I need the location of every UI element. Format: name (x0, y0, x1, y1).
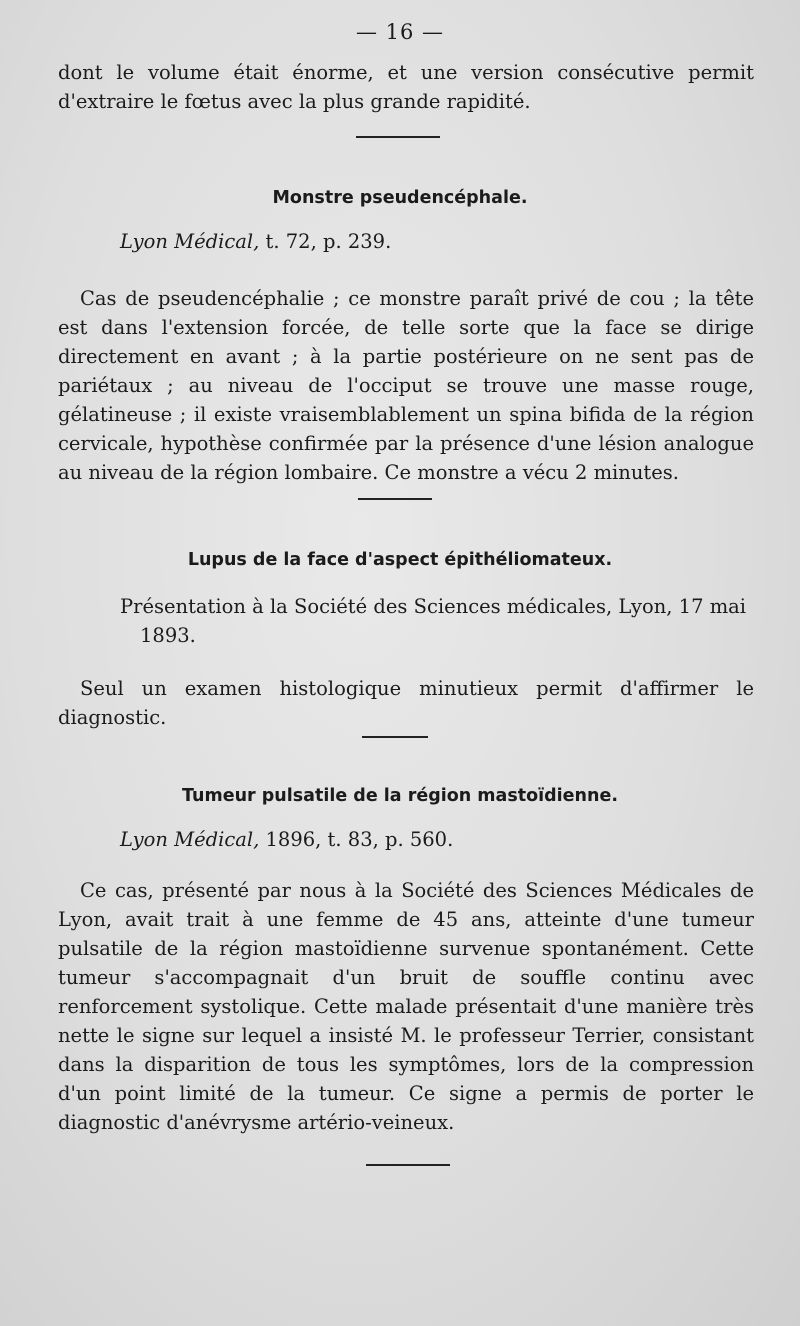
section-citation (120, 828, 453, 851)
section-separator (358, 498, 432, 500)
section-citation (120, 230, 391, 253)
section-separator (362, 736, 428, 738)
section-title-monstre: Monstre pseudencéphale. (272, 188, 528, 208)
citation-ref: 1896, t. 83, p. 560. (259, 828, 454, 851)
section-title-tumeur: Tumeur pulsatile de la région mastoïdienne. (182, 786, 618, 806)
page-number: — 16 — (355, 20, 445, 44)
presentation-note (120, 592, 754, 650)
citation-ref: t. 72, p. 239. (259, 230, 392, 253)
citation-journal: Lyon Médical, (120, 828, 260, 851)
section-body: Cas de pseudencéphalie ; ce monstre paraît privé de cou ; la tête est dans l'extension forcée, de telle sorte que la face se dirige directement en avant ; à la partie postérieure on ne sent pas de pariétaux ; au niveau de l'occiput se trouve une masse rouge, gélatineuse ; il existe vraisemblablement un spina bifida de la région cervicale, hypothèse confirmée par la présence d'une lésion analogue au niveau de la région lombaire. Ce monstre a vécu 2 minutes. (58, 287, 754, 484)
presentation-line-2: 1893. (140, 624, 196, 647)
section-body: Seul un examen histologique minutieux permit d'affirmer le diagnostic. (58, 677, 754, 729)
section-separator (356, 136, 440, 138)
citation-journal: Lyon Médical, (120, 230, 260, 253)
section-separator (366, 1164, 450, 1166)
presentation-line-1: Présentation à la Société des Sciences médicales, Lyon, 17 mai (120, 595, 747, 618)
section-body: Ce cas, présenté par nous à la Société des Sciences Médicales de Lyon, avait trait à une femme de 45 ans, atteinte d'une tumeur pulsatile de la région mastoïdienne survenue spontanément. Cette tumeur s'accompagnait d'un bruit de souffle continu avec renforcement systolique. Cette malade présentait d'une manière très nette le signe sur lequel a insisté M. le professeur Terrier, consistant dans la disparition de tous les symptômes, lors de la compression d'un point limité de la tumeur. Ce signe a permis de porter le diagnostic d'anévrysme artério-veineux. (58, 879, 754, 1134)
section-title-lupus: Lupus de la face d'aspect épithéliomateux. (187, 550, 613, 570)
intro-paragraph: dont le volume était énorme, et une version consécutive permit d'extraire le fœtus avec la plus grande rapidité. (58, 61, 754, 113)
